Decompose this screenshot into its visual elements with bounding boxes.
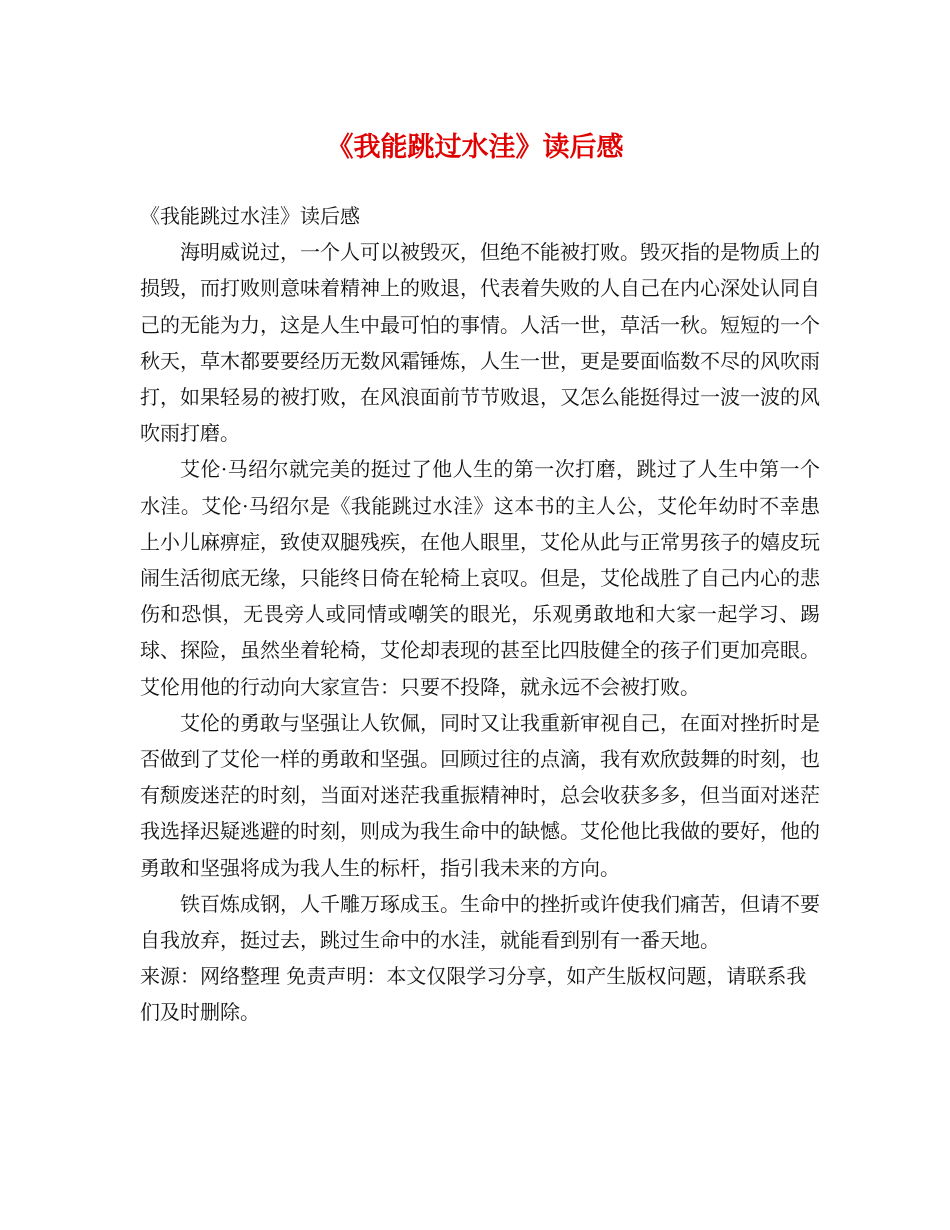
paragraph-3: 艾伦的勇敢与坚强让人钦佩，同时又让我重新审视自己，在面对挫折时是否做到了艾伦一样的勇敢和坚强。回顾过往的点滴，我有欢欣鼓舞的时刻，也有颓废迷茫的时刻，当面对迷茫我重振精神时，总会收获多多，但当面对迷茫我选择迟疑逃避的时刻，则成为我生命中的缺憾。艾伦他比我做的要好，他的勇敢和坚强将成为我人生的标杆，指引我未来的方向。 [140,710,820,880]
page-title: 《我能跳过水洼》读后感 [326,132,624,163]
paragraph-1: 海明威说过，一个人可以被毁灭，但绝不能被打败。毁灭指的是物质上的损毁，而打败则意味着精神上的败退，代表着失败的人自己在内心深处认同自己的无能为力，这是人生中最可怕的事情。人活一世，草活一秋。短短的一个秋天，草木都要要经历无数风霜锤炼，人生一世，更是要面临数不尽的风吹雨打，如果轻易的被打败，在风浪面前节节败退，又怎么能挺得过一波一波的风吹雨打磨。 [140,240,820,446]
article-body [140,198,820,1031]
paragraph-4: 铁百炼成钢，人千雕万琢成玉。生命中的挫折或许使我们痛苦，但请不要自我放弃，挺过去，跳过生命中的水洼，就能看到别有一番天地。 [140,891,820,953]
source-disclaimer: 来源：网络整理 免责声明：本文仅限学习分享，如产生版权问题，请联系我们及时删除。 [140,964,807,1025]
article-subtitle: 《我能跳过水洼》读后感 [140,204,360,228]
paragraph-2: 艾伦·马绍尔就完美的挺过了他人生的第一次打磨，跳过了人生中第一个水洼。艾伦·马绍尔是《我能跳过水洼》这本书的主人公，艾伦年幼时不幸患上小儿麻痹症，致使双腿残疾，在他人眼里，艾伦从此与正常男孩子的嬉皮玩闹生活彻底无缘，只能终日倚在轮椅上哀叹。但是，艾伦战胜了自己内心的悲伤和恐惧，无畏旁人或同情或嘲笑的眼光，乐观勇敢地和大家一起学习、踢球、探险，虽然坐着轮椅，艾伦却表现的甚至比四肢健全的孩子们更加亮眼。艾伦用他的行动向大家宣告：只要不投降，就永远不会被打败。 [140,457,820,699]
